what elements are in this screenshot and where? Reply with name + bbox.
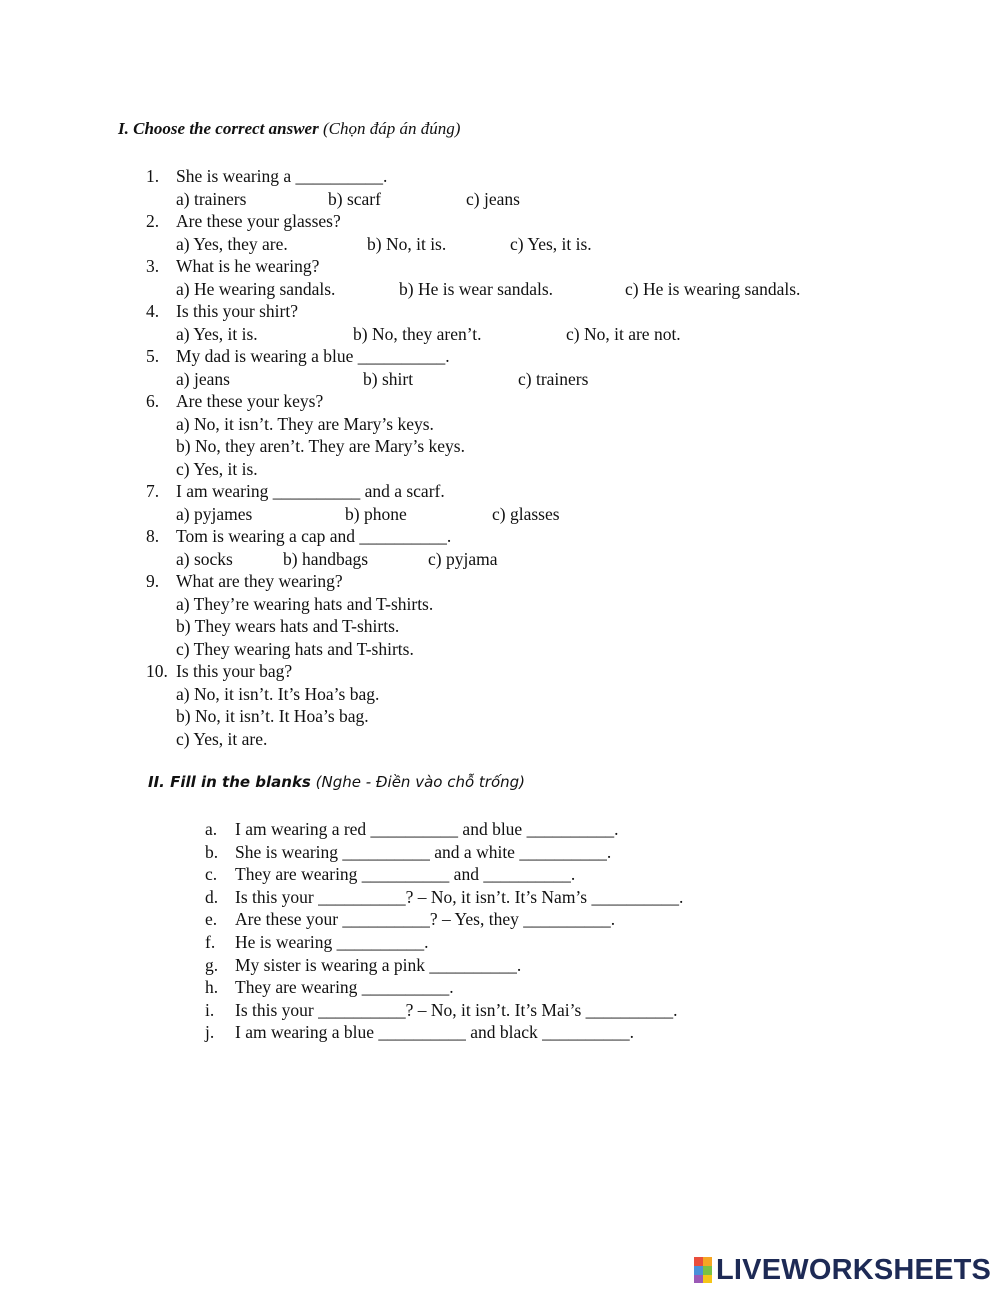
answer-option[interactable]: b) No, it isn’t. It Hoa’s bag. — [176, 706, 369, 727]
answer-option[interactable]: b) No, they aren’t. They are Mary’s keys. — [176, 436, 465, 457]
answer-option[interactable]: a) Yes, they are. — [176, 233, 288, 254]
section1-heading — [118, 119, 460, 139]
answer-option[interactable]: c) pyjama — [428, 548, 498, 569]
section2-subtitle: (Nghe - Điền vào chỗ trống) — [310, 773, 526, 791]
question-text: What are they wearing? — [176, 571, 343, 591]
fill-item-letter: b. — [205, 841, 219, 862]
fill-item-text[interactable]: I am wearing a red __________ and blue __________. — [235, 819, 619, 839]
fill-item-letter: j. — [205, 1022, 215, 1043]
liveworksheets-logo-icon — [694, 1257, 712, 1283]
question-number: 8. — [146, 526, 160, 546]
question-text: She is wearing a __________. — [176, 166, 388, 186]
answer-option[interactable]: b) No, they aren’t. — [353, 323, 482, 344]
answer-option[interactable]: b) scarf — [328, 188, 381, 209]
answer-option[interactable]: c) Yes, it is. — [510, 233, 592, 254]
question-text: Are these your glasses? — [176, 211, 341, 231]
answer-option[interactable]: c) trainers — [518, 368, 589, 389]
answer-option[interactable]: c) No, it are not. — [566, 323, 681, 344]
answer-option[interactable]: b) shirt — [363, 368, 414, 389]
question-text: Tom is wearing a cap and __________. — [176, 526, 452, 546]
answer-option[interactable]: a) He wearing sandals. — [176, 278, 336, 299]
answer-option[interactable]: b) They wears hats and T-shirts. — [176, 616, 400, 637]
fill-item-text[interactable]: Is this your __________? – No, it isn’t. It’s Mai’s __________. — [235, 999, 678, 1020]
fill-item-letter: a. — [205, 819, 218, 839]
fill-item-text[interactable]: I am wearing a blue __________ and black __________. — [235, 1022, 635, 1043]
answer-option[interactable]: a) No, it isn’t. They are Mary’s keys. — [176, 413, 434, 434]
fill-item-letter: i. — [205, 999, 215, 1020]
answer-option[interactable]: c) jeans — [466, 188, 520, 209]
question-text: I am wearing __________ and a scarf. — [176, 481, 445, 501]
answer-option[interactable]: b) handbags — [283, 548, 369, 569]
answer-option[interactable]: a) trainers — [176, 188, 247, 209]
question-text: What is he wearing? — [176, 256, 320, 276]
fill-item-letter: h. — [205, 977, 219, 998]
section1-subtitle: (Chọn đáp án đúng) — [318, 119, 461, 138]
answer-option[interactable]: a) They’re wearing hats and T-shirts. — [176, 593, 434, 614]
question-number: 1. — [146, 166, 160, 186]
answer-option[interactable]: c) Yes, it are. — [176, 728, 268, 749]
section1-title: I. Choose the correct answer — [118, 119, 319, 138]
answer-option[interactable]: b) phone — [345, 503, 407, 524]
question-number: 5. — [146, 346, 160, 366]
logo-text: LIVEWORKSHEETS — [716, 1253, 992, 1286]
fill-item-text[interactable]: He is wearing __________. — [235, 932, 429, 952]
answer-option[interactable]: c) Yes, it is. — [176, 458, 258, 479]
fill-item-text[interactable]: Is this your __________? – No, it isn’t. It’s Nam’s __________. — [235, 886, 684, 907]
fill-item-letter: f. — [205, 932, 216, 952]
answer-option[interactable]: a) socks — [176, 548, 233, 569]
question-number: 6. — [146, 391, 160, 411]
fill-item-text[interactable]: Are these your __________? – Yes, they __________. — [235, 909, 616, 930]
section2-title: II. Fill in the blanks — [148, 773, 311, 791]
section2-heading — [148, 773, 525, 791]
answer-option[interactable]: c) glasses — [492, 503, 560, 524]
fill-item-text[interactable]: They are wearing __________. — [235, 977, 454, 998]
fill-item-letter: d. — [205, 886, 219, 907]
footer-logo[interactable] — [694, 1254, 991, 1286]
fill-item-text[interactable]: They are wearing __________ and __________. — [235, 864, 576, 885]
question-number: 4. — [146, 301, 160, 321]
question-number: 7. — [146, 481, 160, 501]
question-number: 3. — [146, 256, 160, 276]
question-text: Are these your keys? — [176, 391, 324, 411]
fill-item-text[interactable]: She is wearing __________ and a white __________. — [235, 841, 612, 862]
answer-option[interactable]: c) They wearing hats and T-shirts. — [176, 638, 414, 659]
answer-option[interactable]: c) He is wearing sandals. — [625, 278, 801, 299]
answer-option[interactable]: a) jeans — [176, 368, 230, 389]
fill-item-letter: c. — [205, 864, 218, 885]
fill-item-text[interactable]: My sister is wearing a pink __________. — [235, 954, 522, 975]
question-number: 2. — [146, 211, 160, 231]
fill-item-letter: e. — [205, 909, 218, 930]
answer-option[interactable]: b) He is wear sandals. — [399, 278, 554, 299]
answer-option[interactable]: a) pyjames — [176, 503, 253, 524]
question-text: Is this your bag? — [176, 661, 293, 681]
answer-option[interactable]: a) No, it isn’t. It’s Hoa’s bag. — [176, 683, 380, 704]
question-number: 10. — [146, 661, 168, 681]
answer-option[interactable]: a) Yes, it is. — [176, 323, 258, 344]
question-text: Is this your shirt? — [176, 301, 299, 321]
fill-item-letter: g. — [205, 954, 219, 975]
answer-option[interactable]: b) No, it is. — [367, 233, 447, 254]
question-number: 9. — [146, 571, 160, 591]
question-text: My dad is wearing a blue __________. — [176, 346, 450, 366]
